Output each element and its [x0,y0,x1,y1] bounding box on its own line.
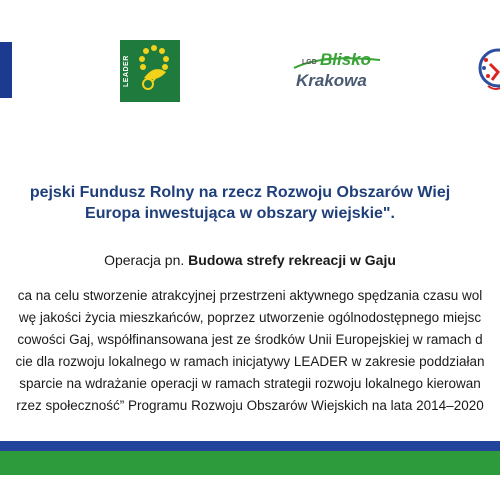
heading-line-2: Europa inwestująca w obszary wiejskie". [85,205,395,222]
lgd-word-blisko: Blisko [320,50,372,69]
leader-logo-text: LEADER [123,55,130,87]
leader-logo [120,40,180,102]
footer-stripe-blue [0,441,500,451]
footer-stripe-white [0,475,500,500]
lgd-blisko-krakowa-logo [286,48,386,98]
body-line-4: cie dla rozwoju lokalnego w ramach inicjatywy LEADER w zakresie poddziałan [15,354,485,369]
body-line-1: ca na celu stworzenie atrakcyjnej przestrzeni aktywnego spędzania czasu wol [17,288,483,303]
body-line-3: cowości Gaj, współfinansowana jest ze środków Unii Europejskiej w ramach d [17,332,483,347]
leader-emblem-icon [132,42,178,100]
footer-stripe-green [0,451,500,475]
body-line-6: rzez społeczność” Programu Rozwoju Obszarów Wiejskich na lata 2014–2020 [16,398,484,413]
logo-bar [0,0,500,110]
operation-title [0,252,500,268]
body-line-5: sparcie na wdrażanie operacji w ramach strategii rozwoju lokalnego kierowan [19,376,481,391]
heading-line-1: pejski Fundusz Rolny na rzecz Rozwoju Obszarów Wiej [29,184,451,201]
lgd-label: LGD [302,59,317,66]
operation-prefix: Operacja pn. [104,252,189,268]
prow-logo [476,46,500,102]
lgd-word-krakowa: Krakowa [296,71,367,90]
body-paragraph [0,285,500,417]
body-line-2: wę jakości życia mieszkańców, poprzez utworzenie ogólnodostępnego miejsc [18,310,482,325]
page-heading [0,182,500,224]
operation-name: Budowa strefy rekreacji w Gaju [188,252,396,268]
eu-flag-logo [0,42,12,98]
